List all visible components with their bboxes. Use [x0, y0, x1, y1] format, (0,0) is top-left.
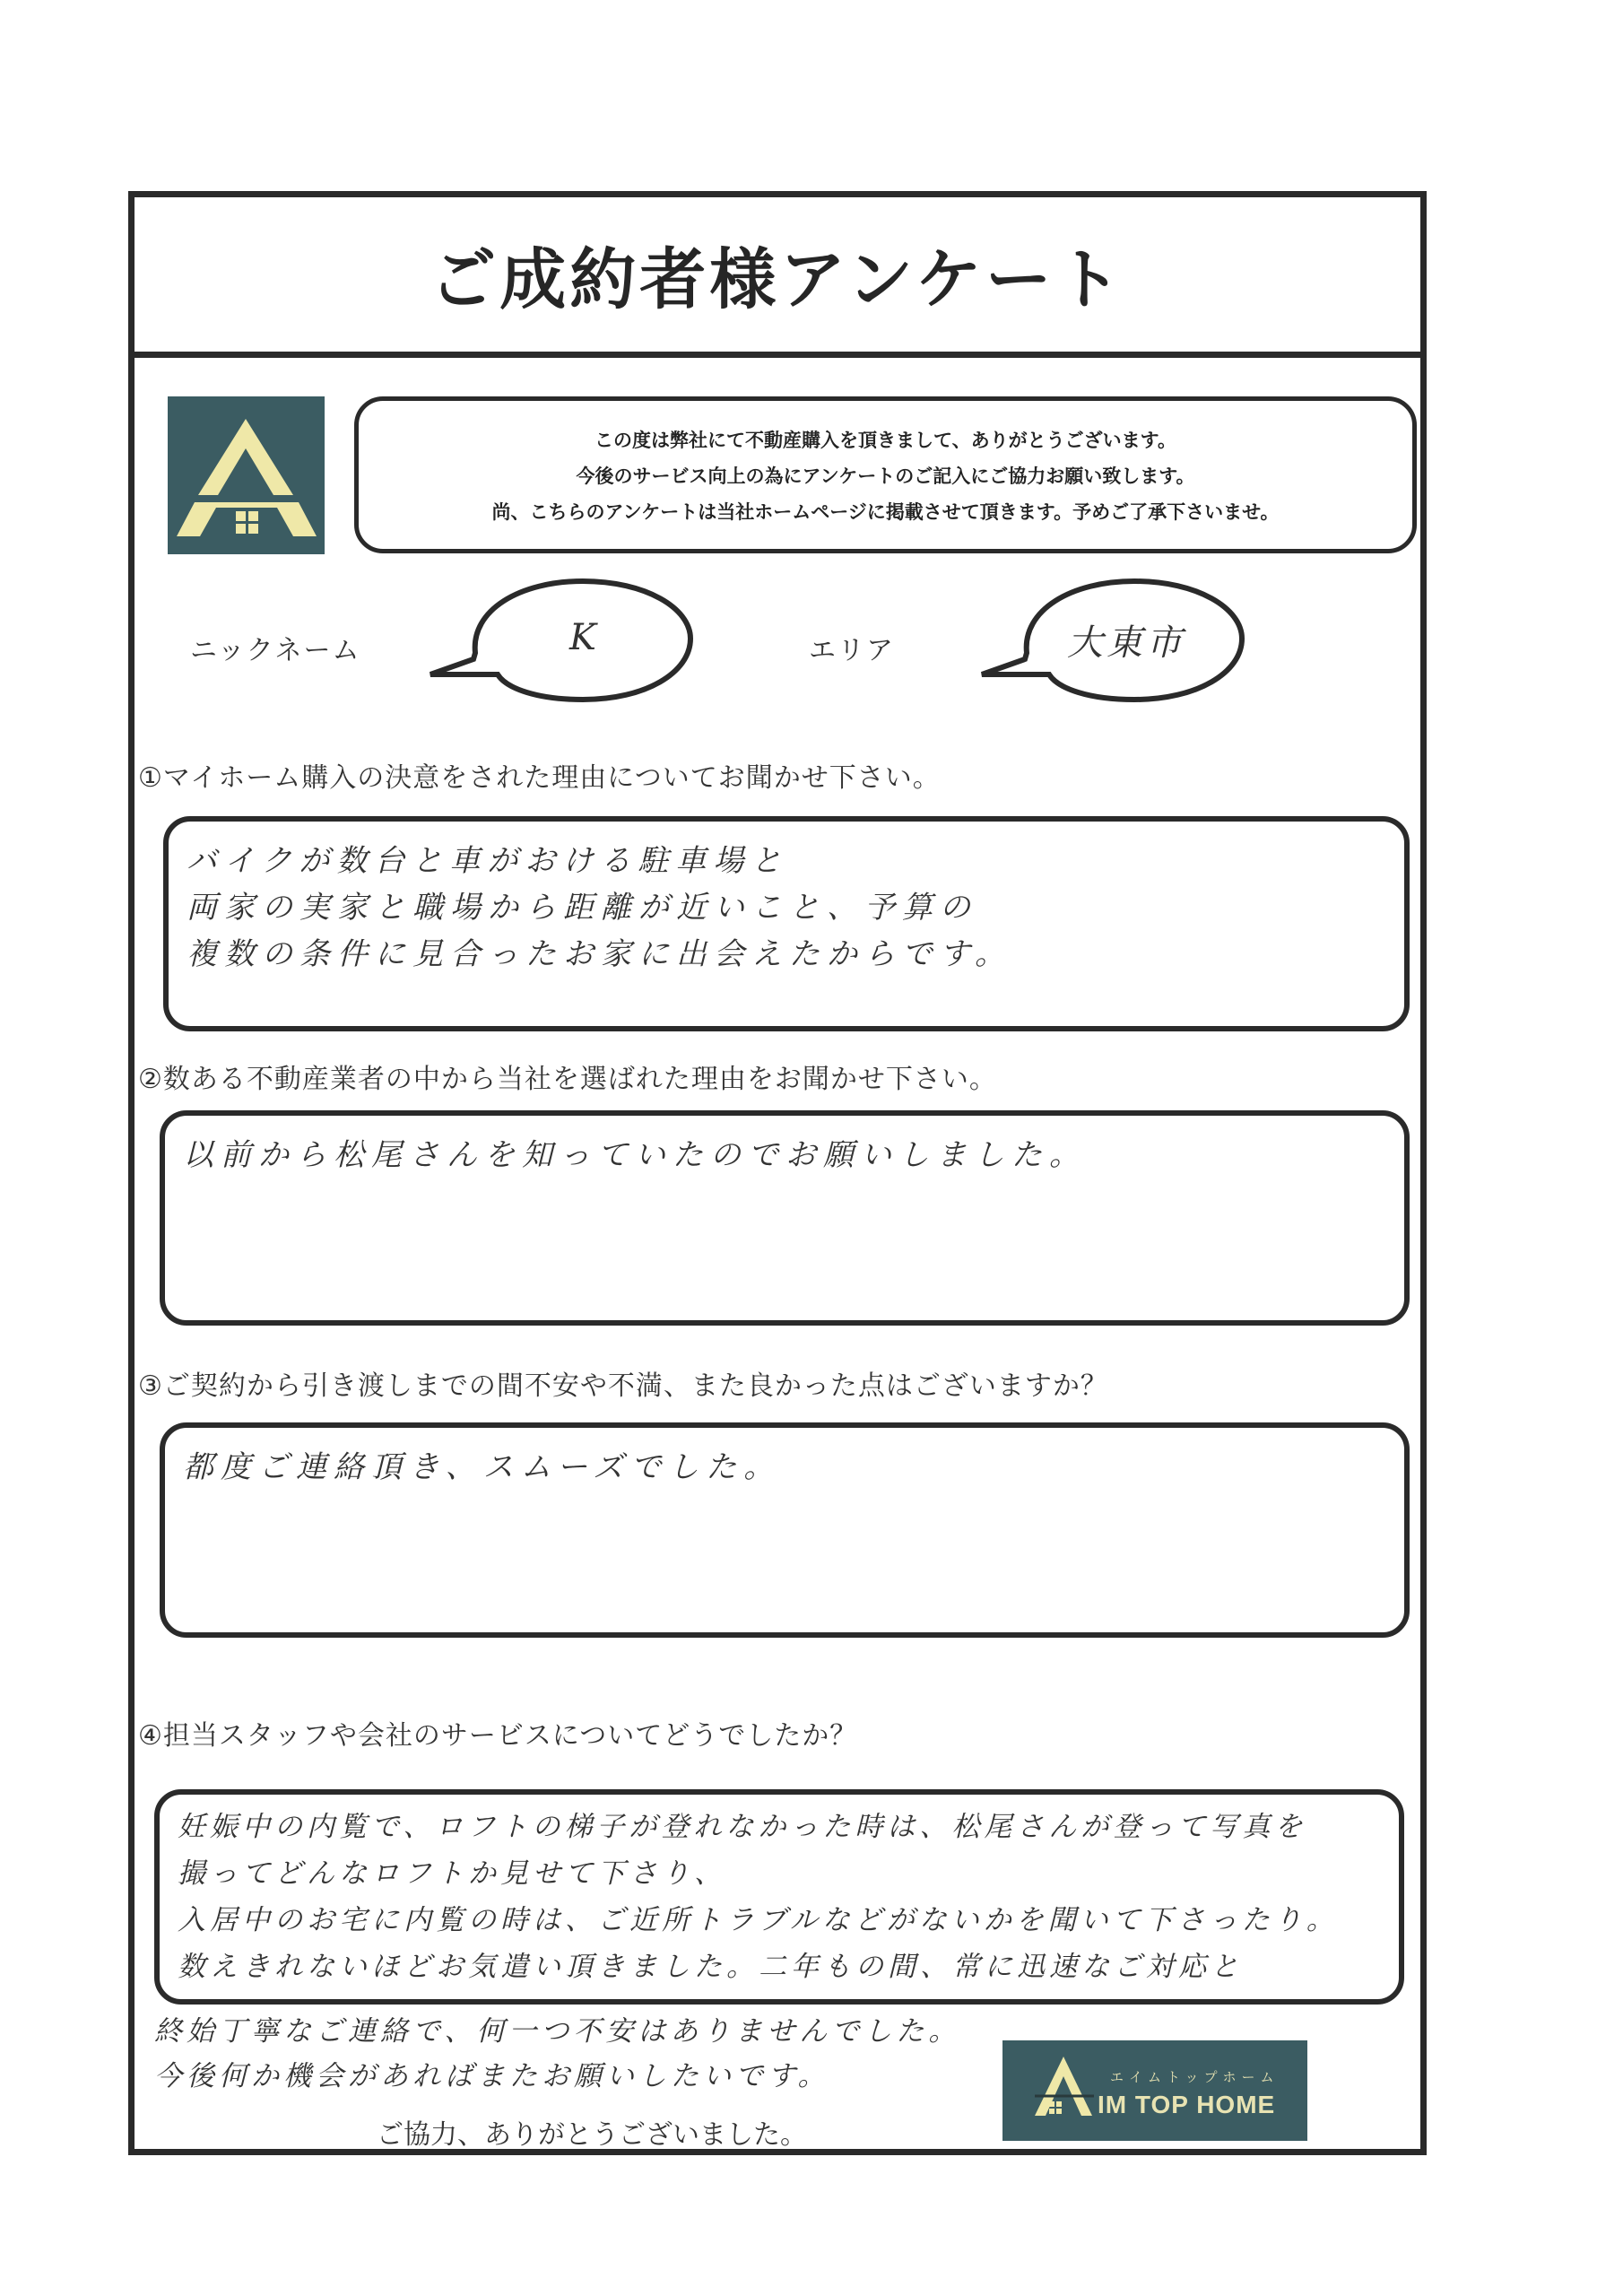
answer-line: バイクが数台と車がおける駐車場と [187, 843, 789, 879]
company-logo [168, 396, 325, 554]
intro-line: この度は弊社にて不動産購入を頂きまして、ありがとうございます。 [595, 429, 1176, 451]
answer-line: 以前から松尾さんを知っていたのでお願いしました。 [183, 1137, 1087, 1173]
answer-line: 妊娠中の内覧で、ロフトの梯子が登れなかった時は、松尾さんが登って写真を [178, 1811, 1307, 1843]
answer-2-box [160, 1110, 1410, 1326]
answer-line: 両家の実家と職場から距離が近いこと、予算の [187, 890, 977, 926]
answer-1-box [163, 816, 1410, 1031]
area-value: 大東市 [1067, 622, 1185, 664]
house-a-logo-icon [1010, 2040, 1108, 2141]
page-title: ご成約者様アンケート [430, 241, 1125, 318]
house-a-logo-icon [168, 396, 325, 554]
brand-name: IM TOP HOME [1098, 2091, 1276, 2118]
answer-line: 撮ってどんなロフトか見せて下さり、 [178, 1857, 726, 1890]
answer-line: 都度ご連絡頂き、スムーズでした。 [183, 1449, 782, 1485]
answer-line: 複数の条件に見合ったお家に出会えたからです。 [187, 936, 1012, 972]
thanks-message: ご協力、ありがとうございました。 [377, 2119, 807, 2151]
answer-line: 終始丁寧なご連絡で、何一つ不安はありませんでした。 [154, 2015, 961, 2048]
intro-line: 尚、こちらのアンケートは当社ホームページに掲載させて頂きます。予めご了承下さいませ。 [491, 500, 1280, 523]
question-2-label: ②数ある不動産業者の中から当社を選ばれた理由をお聞かせ下さい。 [138, 1064, 997, 1095]
speech-bubble-icon [421, 574, 708, 709]
answer-line: 今後何か機会があればまたお願いしたいです。 [154, 2060, 830, 2092]
brand-kana: エイムトップホーム [1110, 2069, 1280, 2085]
answer-line: 数えきれないほどお気遣い頂きました。二年もの間、常に迅速なご対応と [178, 1951, 1243, 1983]
nickname-bubble [421, 574, 708, 709]
question-4-label: ④担当スタッフや会社のサービスについてどうでしたか？ [138, 1720, 858, 1752]
area-label: エリア [809, 635, 895, 666]
answer-line: 入居中のお宅に内覧の時は、ご近所トラブルなどがないかを聞いて下さったり。 [178, 1904, 1339, 1936]
nickname-value: K [569, 617, 596, 658]
survey-frame [128, 191, 1427, 2155]
intro-message-box [354, 396, 1417, 553]
question-3-label: ③ご契約から引き渡しまでの間不安や不満、また良かった点はございますか？ [138, 1370, 1108, 1402]
answer-4-overflow [154, 2009, 960, 2099]
answer-4-box [154, 1789, 1404, 2005]
question-1-label: ①マイホーム購入の決意をされた理由についてお聞かせ下さい。 [138, 762, 941, 794]
nickname-label: ニックネーム [190, 635, 361, 666]
brand-logo [1002, 2040, 1307, 2141]
answer-3-box [160, 1422, 1410, 1638]
title-band [135, 197, 1420, 358]
intro-line: 今後のサービス向上の為にアンケートのご記入にご協力お願い致します。 [576, 465, 1195, 487]
area-bubble [973, 574, 1260, 709]
